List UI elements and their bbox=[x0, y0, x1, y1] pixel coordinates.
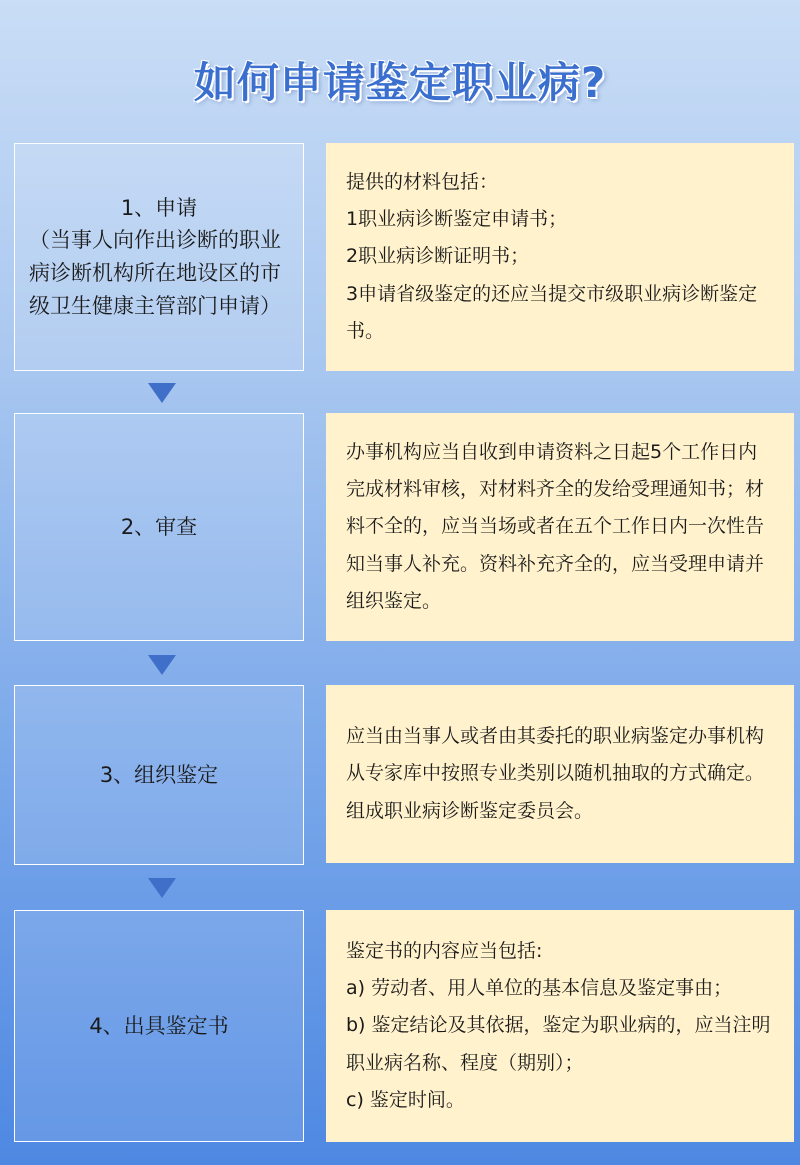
detail-line: 1职业病诊断鉴定申请书； bbox=[346, 208, 568, 231]
step-sub-text: （当事人向作出诊断的职业病诊断机构所在地设区的市级卫生健康主管部门申请） bbox=[29, 228, 281, 318]
down-arrow-icon bbox=[148, 878, 176, 898]
detail-line: 办事机构应当自收到申请资料之日起5个工作日内完成材料审核，对材料齐全的发给受理通知书；材料不全的，应当当场或者在五个工作日内一次性告知当事人补充。资料补充齐全的，应当受理申请并组织鉴定。 bbox=[346, 441, 765, 612]
detail-line: a) 劳动者、用人单位的基本信息及鉴定事由； bbox=[346, 977, 733, 1000]
detail-box-organize bbox=[326, 685, 794, 863]
detail-line: 鉴定书的内容应当包括: bbox=[346, 940, 543, 963]
detail-line: 应当由当事人或者由其委托的职业病鉴定办事机构从专家库中按照专业类别以随机抽取的方式确定。组成职业病诊断鉴定委员会。 bbox=[346, 725, 765, 822]
step-label: 4、出具鉴定书 bbox=[89, 1013, 229, 1038]
detail-line: 3申请省级鉴定的还应当提交市级职业病诊断鉴定书。 bbox=[346, 282, 758, 342]
down-arrow-icon bbox=[148, 383, 176, 403]
detail-line: 2职业病诊断证明书； bbox=[346, 245, 530, 268]
detail-line: 提供的材料包括： bbox=[346, 171, 499, 194]
step-label: 2、审查 bbox=[120, 514, 198, 539]
step-box-organize bbox=[14, 685, 304, 865]
step-box-apply bbox=[14, 143, 304, 371]
detail-line: c) 鉴定时间。 bbox=[346, 1088, 465, 1111]
step-box-issue-report bbox=[14, 910, 304, 1142]
down-arrow-icon bbox=[148, 655, 176, 675]
detail-line: b) 鉴定结论及其依据，鉴定为职业病的，应当注明职业病名称、程度（期别）； bbox=[346, 1014, 771, 1074]
detail-box-issue-report bbox=[326, 910, 794, 1142]
step-label: 3、组织鉴定 bbox=[99, 762, 219, 787]
detail-box-review bbox=[326, 413, 794, 641]
page-title: 如何申请鉴定职业病? bbox=[193, 58, 607, 107]
detail-box-apply bbox=[326, 143, 794, 371]
step-label: 1、申请 bbox=[120, 195, 198, 220]
step-box-review bbox=[14, 413, 304, 641]
